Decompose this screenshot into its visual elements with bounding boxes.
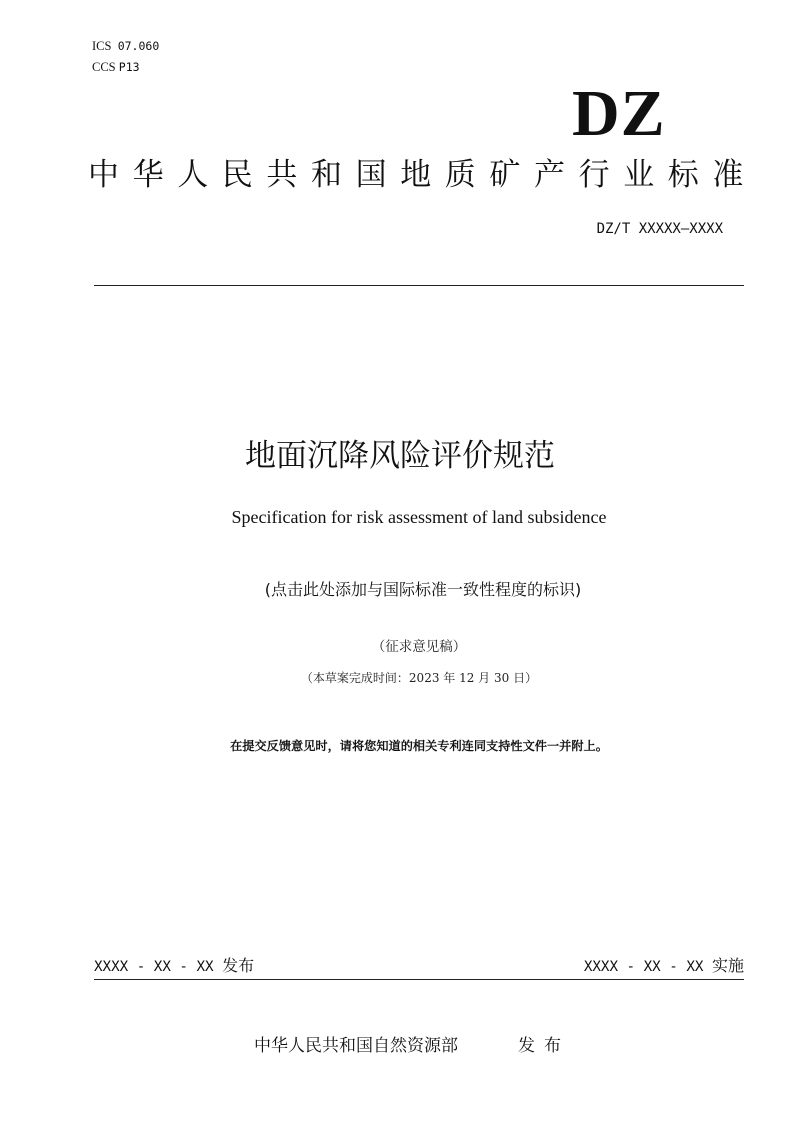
draft-completion-date: （本草案完成时间：2023 年 12 月 30 日） [300, 671, 538, 685]
bottom-divider [94, 979, 744, 980]
document-title-chinese: 地面沉降风险评价规范 [245, 438, 555, 474]
ics-code: 07.060 [117, 39, 160, 53]
feedback-note: 在提交反馈意见时，请将您知道的相关专利连同支持性文件一并附上。 [230, 739, 608, 753]
ccs-code: P13 [118, 60, 140, 74]
issue-word: 发布 [518, 1036, 570, 1056]
issuing-authority: 中华人民共和国自然资源部 [254, 1036, 458, 1056]
ics-classification [92, 38, 159, 54]
issue-date-line [94, 956, 254, 977]
top-divider [94, 285, 744, 286]
issue-date: XXXX - XX - XX [94, 959, 214, 975]
ccs-label: CCS [92, 60, 116, 74]
implementation-label: 实施 [711, 956, 744, 975]
document-title-english: Specification for risk assessment of land subsidence [231, 507, 607, 527]
ics-label: ICS [92, 39, 112, 53]
implementation-date-line [584, 956, 744, 977]
industry-standard-title: 中华人民共和国地质矿产行业标准 [88, 157, 757, 193]
standard-number: DZ/T XXXXX—XXXX [596, 221, 723, 237]
issue-label: 发布 [222, 956, 255, 975]
dz-logo: DZ [572, 77, 666, 150]
ccs-classification [92, 59, 140, 75]
draft-status: （征求意见稿） [371, 639, 467, 655]
consistency-note: (点击此处添加与国际标准一致性程度的标识) [264, 580, 582, 599]
implementation-date: XXXX - XX - XX [583, 959, 704, 975]
